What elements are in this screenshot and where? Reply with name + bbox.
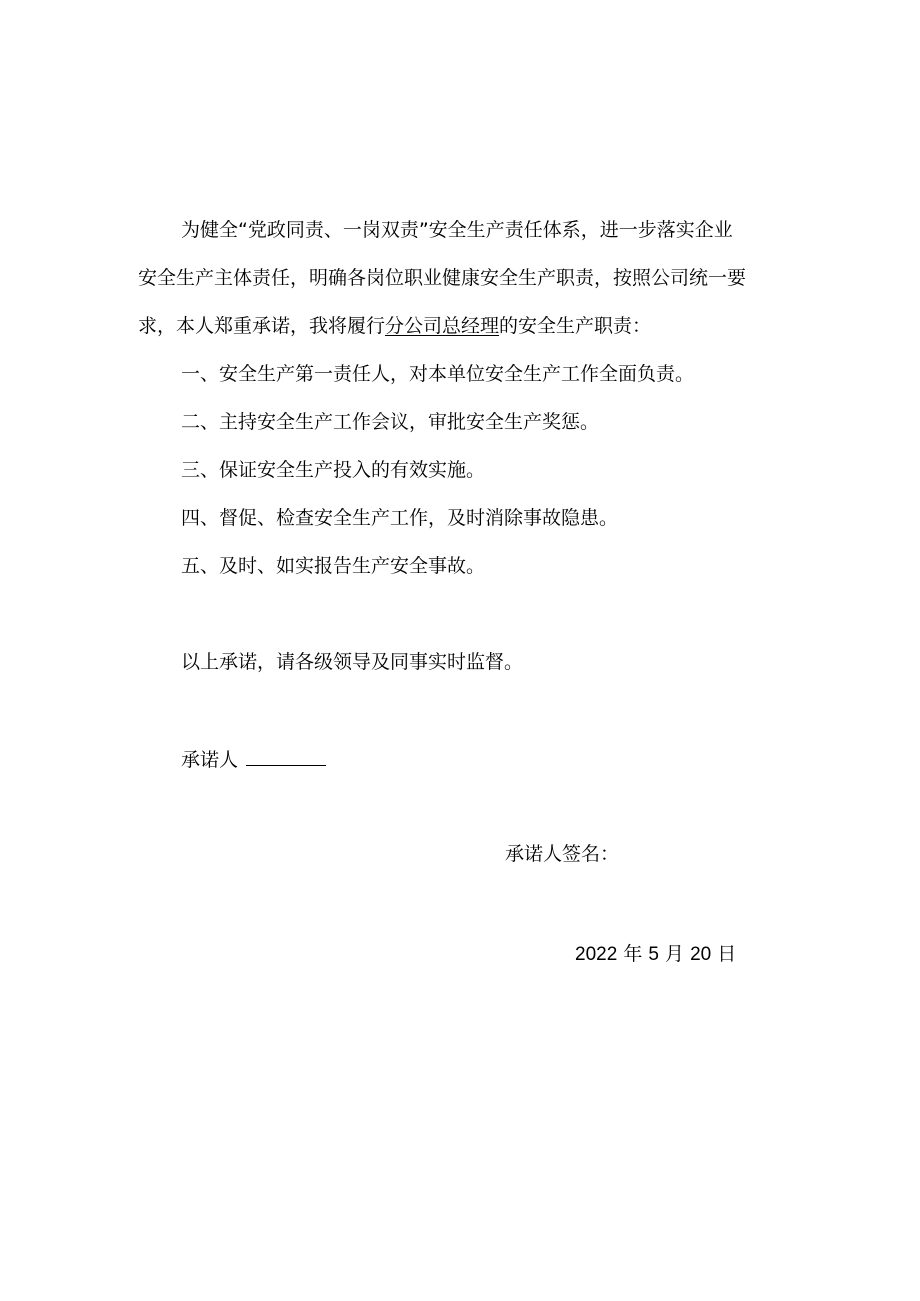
- date-day: 20: [690, 944, 712, 965]
- date: [575, 941, 736, 968]
- intro-line-3-before: 求，本人郑重承诺，我将履行: [138, 315, 386, 337]
- intro-line-3: [138, 313, 651, 339]
- position-title: 分公司总经理: [385, 315, 500, 337]
- duty-item-5: 五、及时、如实报告生产安全事故。: [181, 555, 486, 577]
- intro-line-1: 为健全“党政同责、一岗双责”安全生产责任体系，进一步落实企业: [181, 219, 733, 241]
- promiser-row: [181, 745, 326, 773]
- promiser-label: 承诺人: [181, 749, 239, 771]
- intro-line-3-after: 的安全生产职责：: [499, 315, 652, 337]
- intro-line-2: 安全生产主体责任，明确各岗位职业健康安全生产职责，按照公司统一要: [138, 267, 747, 289]
- promiser-blank: [246, 745, 326, 766]
- date-month: 5: [648, 944, 659, 965]
- duty-item-2: 二、主持安全生产工作会议，审批安全生产奖惩。: [181, 411, 600, 433]
- duty-item-1: 一、安全生产第一责任人，对本单位安全生产工作全面负责。: [181, 363, 695, 385]
- signature-label: 承诺人签名：: [505, 843, 620, 865]
- date-year: 2022: [575, 944, 618, 965]
- duty-item-3: 三、保证安全生产投入的有效实施。: [181, 459, 486, 481]
- date-month-unit: 月: [665, 943, 685, 965]
- duty-item-4: 四、督促、检查安全生产工作，及时消除事故隐患。: [181, 507, 619, 529]
- date-year-unit: 年: [623, 943, 643, 965]
- closing-statement: 以上承诺，请各级领导及同事实时监督。: [181, 651, 524, 673]
- date-day-unit: 日: [717, 943, 737, 965]
